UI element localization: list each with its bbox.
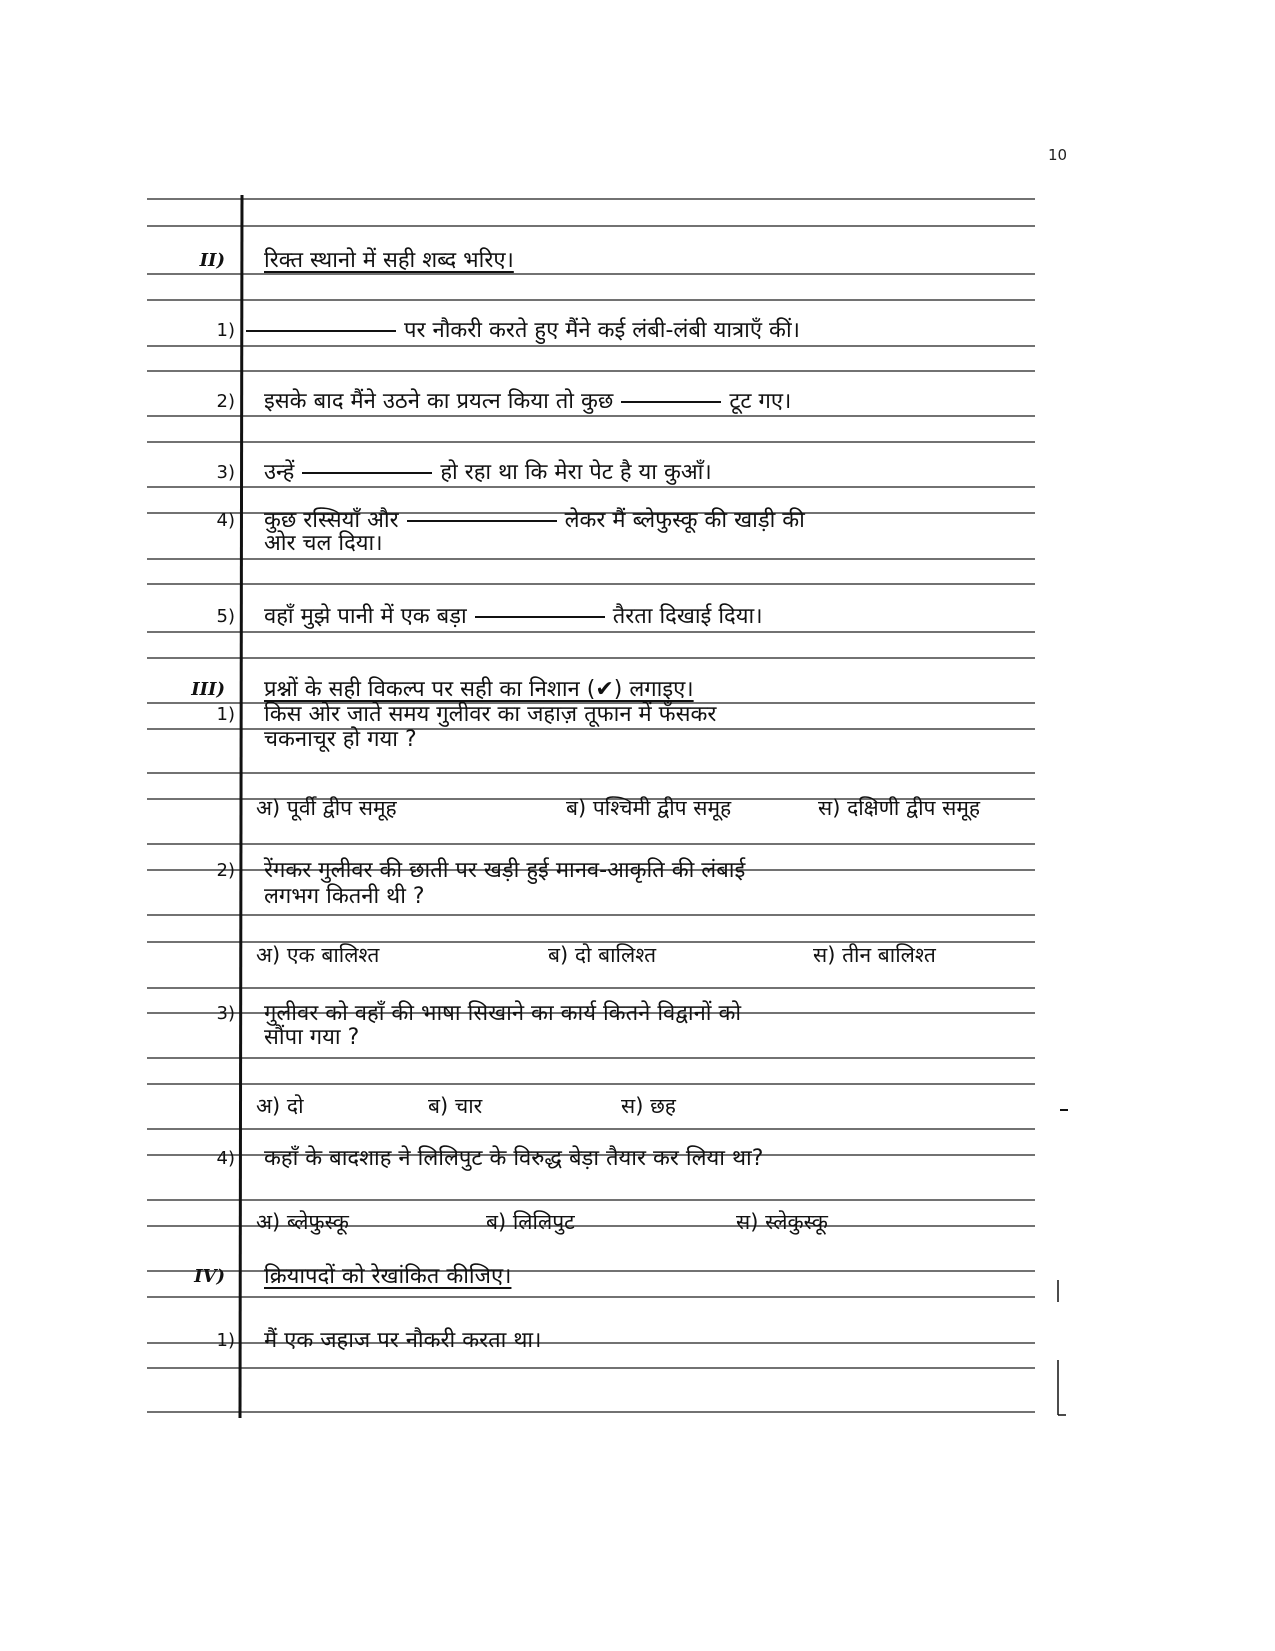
question-number: 2) bbox=[216, 860, 235, 881]
item-text-continued: ओर चल दिया। bbox=[264, 531, 383, 556]
item-text-before: कुछ रस्सियाँ और bbox=[264, 508, 399, 533]
option-c: स) छह bbox=[621, 1094, 676, 1118]
option-a: अ) पूर्वी द्वीप समूह bbox=[256, 796, 397, 820]
item-text-after: तैरता दिखाई दिया। bbox=[612, 604, 763, 629]
option-b: ब) पश्चिमी द्वीप समूह bbox=[566, 796, 732, 820]
item-text bbox=[246, 318, 800, 344]
option-c: स) तीन बालिश्त bbox=[813, 943, 936, 967]
answer-blank bbox=[302, 472, 432, 474]
item-text bbox=[264, 460, 712, 486]
section-heading: क्रियापदों को रेखांकित कीजिए। bbox=[264, 1264, 512, 1289]
question-number: 1) bbox=[216, 704, 235, 725]
item-number: 1) bbox=[216, 1330, 235, 1351]
answer-blank bbox=[621, 401, 721, 403]
item-text-after: पर नौकरी करते हुए मैंने कई लंबी-लंबी यात्राएँ कीं। bbox=[404, 318, 800, 343]
section-heading: प्रश्नों के सही विकल्प पर सही का निशान (✔) लगाइए। bbox=[264, 677, 694, 702]
item-text: मैं एक जहाज पर नौकरी करता था। bbox=[264, 1328, 542, 1353]
option-a: अ) दो bbox=[256, 1094, 304, 1118]
item-text-before: वहाँ मुझे पानी में एक बड़ा bbox=[264, 604, 467, 629]
margin-line bbox=[240, 195, 242, 1418]
answer-blank bbox=[407, 520, 557, 522]
question-text-continued: चकनाचूर हो गया ? bbox=[264, 727, 417, 752]
question-number: 4) bbox=[216, 1148, 235, 1169]
question-text: रेंगकर गुलीवर की छाती पर खड़ी हुई मानव-आकृति की लंबाई bbox=[264, 858, 746, 883]
item-number: 2) bbox=[216, 391, 235, 412]
option-c: स) स्लेकुस्कू bbox=[736, 1210, 828, 1234]
option-b: ब) दो बालिश्त bbox=[548, 943, 657, 967]
item-number: 1) bbox=[216, 320, 235, 341]
question-text: किस ओर जाते समय गुलीवर का जहाज़ तूफान में फँसकर bbox=[264, 702, 717, 727]
option-b: ब) चार bbox=[428, 1094, 483, 1118]
section-heading: रिक्त स्थानो में सही शब्द भरिए। bbox=[264, 248, 514, 273]
section-label: II) bbox=[199, 250, 225, 271]
item-text-after: टूट गए। bbox=[729, 389, 792, 414]
answer-blank bbox=[246, 330, 396, 332]
question-text-continued: लगभग कितनी थी ? bbox=[264, 884, 425, 909]
item-text bbox=[264, 389, 791, 415]
option-a: अ) एक बालिश्त bbox=[256, 943, 380, 967]
question-text: कहाँ के बादशाह ने लिलिपुट के विरुद्ध बेड़ा तैयार कर लिया था? bbox=[264, 1146, 764, 1171]
item-text-after: हो रहा था कि मेरा पेट है या कुआँ। bbox=[440, 460, 712, 485]
item-text-before: उन्हें bbox=[264, 460, 295, 485]
section-label: III) bbox=[191, 679, 225, 700]
item-text bbox=[264, 604, 763, 630]
page-number: 10 bbox=[1048, 146, 1068, 164]
item-number: 4) bbox=[216, 510, 235, 531]
option-c: स) दक्षिणी द्वीप समूह bbox=[818, 796, 981, 820]
section-label: IV) bbox=[194, 1266, 225, 1287]
answer-blank bbox=[475, 616, 605, 618]
item-text-before: इसके बाद मैंने उठने का प्रयत्न किया तो कुछ bbox=[264, 389, 614, 414]
item-number: 3) bbox=[216, 462, 235, 483]
question-number: 3) bbox=[216, 1003, 235, 1024]
option-b: ब) लिलिपुट bbox=[486, 1210, 575, 1234]
item-text-after: लेकर मैं ब्लेफुस्कू की खाड़ी की bbox=[564, 508, 805, 533]
question-text: गुलीवर को वहाँ की भाषा सिखाने का कार्य कितने विद्वानों को bbox=[264, 1001, 742, 1026]
item-number: 5) bbox=[216, 606, 235, 627]
question-text-continued: सौंपा गया ? bbox=[264, 1025, 360, 1050]
option-a: अ) ब्लेफुस्कू bbox=[256, 1210, 349, 1234]
